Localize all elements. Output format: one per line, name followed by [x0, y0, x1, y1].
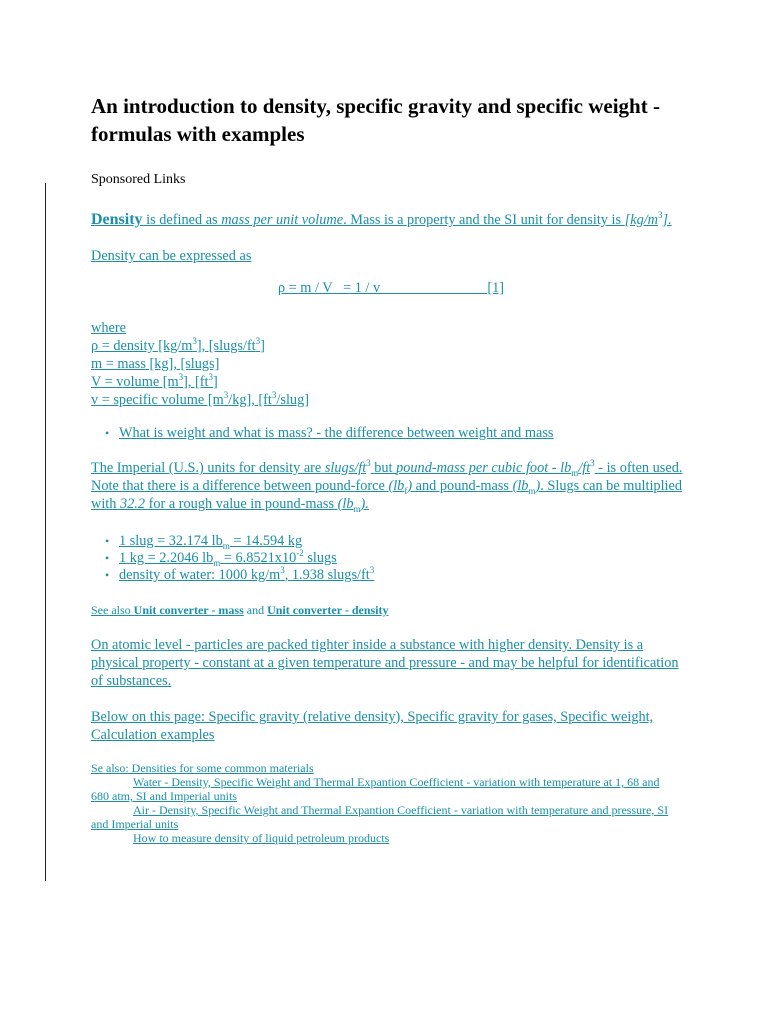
document-body — [91, 92, 691, 845]
def-mass: m = mass [kg], [slugs] — [91, 356, 220, 372]
density-expressed: Density can be expressed as — [91, 248, 252, 264]
weight-mass-list — [91, 425, 691, 442]
see-also-densities-link[interactable]: Se also: Densities for some common materials — [91, 761, 314, 775]
density-formula: ρ = m / V = 1 / v [1] — [277, 280, 505, 296]
see-also-petroleum-link[interactable]: How to measure density of liquid petroleum products — [133, 831, 390, 845]
see-also-line: See also Unit converter - mass and Unit converter - density — [91, 603, 389, 617]
see-also-list — [91, 761, 676, 845]
def-density: ρ = density $[kg/m^3]$, $[slugs/ft^3]$ — [91, 336, 265, 354]
sponsored-links-label: Sponsored Links — [91, 172, 186, 187]
left-margin-rule — [45, 183, 46, 881]
atomic-level-paragraph: On atomic level - particles are packed tighter inside a substance with higher density. Density is a physical property - constant at a given temperature and pressure - and may be helpful for identification of substances. — [91, 637, 679, 689]
below-on-page-links[interactable]: Below on this page: Specific gravity (relative density), Specific gravity for gases, Specific weight, Calculation examples — [91, 709, 654, 743]
conversion-water: • density of water: 1000 $kg/m^3$, 1.938 slugs/$ft^3$ — [119, 567, 691, 584]
density-definition: Density is defined as mass per unit volume. Mass is a property and the SI unit for density is $[kg/m^3]$. — [91, 210, 672, 228]
def-volume: V = volume $[m^3]$, $[ft^3]$ — [91, 372, 218, 390]
conversion-kg: • 1 kg = 2.2046 $lb_m = 6.8521x10^{-2}$ slugs — [119, 550, 691, 567]
density-link[interactable]: Density — [91, 211, 143, 228]
unit-converter-density-link[interactable]: Unit converter - density — [267, 603, 389, 617]
variable-definitions: where ρ = density $[kg/m^3]$, $[slugs/ft^3]$ m = mass [kg], [slugs] V = volume $[m^3]$, $[ft^3]$ v = specific volume $[m^3/kg]$, $[ft^3/slug]$ — [91, 319, 691, 409]
imperial-units-paragraph: The Imperial (U.S.) units for density are slugs/$ft^3$ but pound-mass per cubic foot - $lb_m/ft^3$ - is often used. Note that there is a difference between pound-force $(lb_f)$ and pound-mass $(lb_m)$. Slugs can be multiplied with 32.2 for a rough value in pound-mass $(lb_m)$. — [91, 458, 683, 514]
see-also-air-link[interactable]: Air - Density, Specific Weight and Thermal Expantion Coefficient - variation with temperature and pressure, SI and Imperial units — [91, 803, 669, 831]
def-specific-volume: v = specific volume $[m^3/kg]$, $[ft^3/slug]$ — [91, 390, 309, 408]
see-also-water-link[interactable]: Water - Density, Specific Weight and Thermal Expantion Coefficient - variation with temperature at 1, 68 and 680 atm, SI and Imperial units — [91, 775, 660, 803]
page-title: An introduction to density, specific gravity and specific weight - formulas with examples — [91, 94, 660, 146]
unit-converter-mass-link[interactable]: Unit converter - mass — [133, 603, 244, 617]
conversion-list — [91, 533, 691, 584]
weight-mass-link[interactable]: • What is weight and what is mass? - the difference between weight and mass — [119, 425, 691, 442]
conversion-slug: • 1 slug = 32.174 $lb_m = 14.594$ kg — [119, 533, 691, 550]
